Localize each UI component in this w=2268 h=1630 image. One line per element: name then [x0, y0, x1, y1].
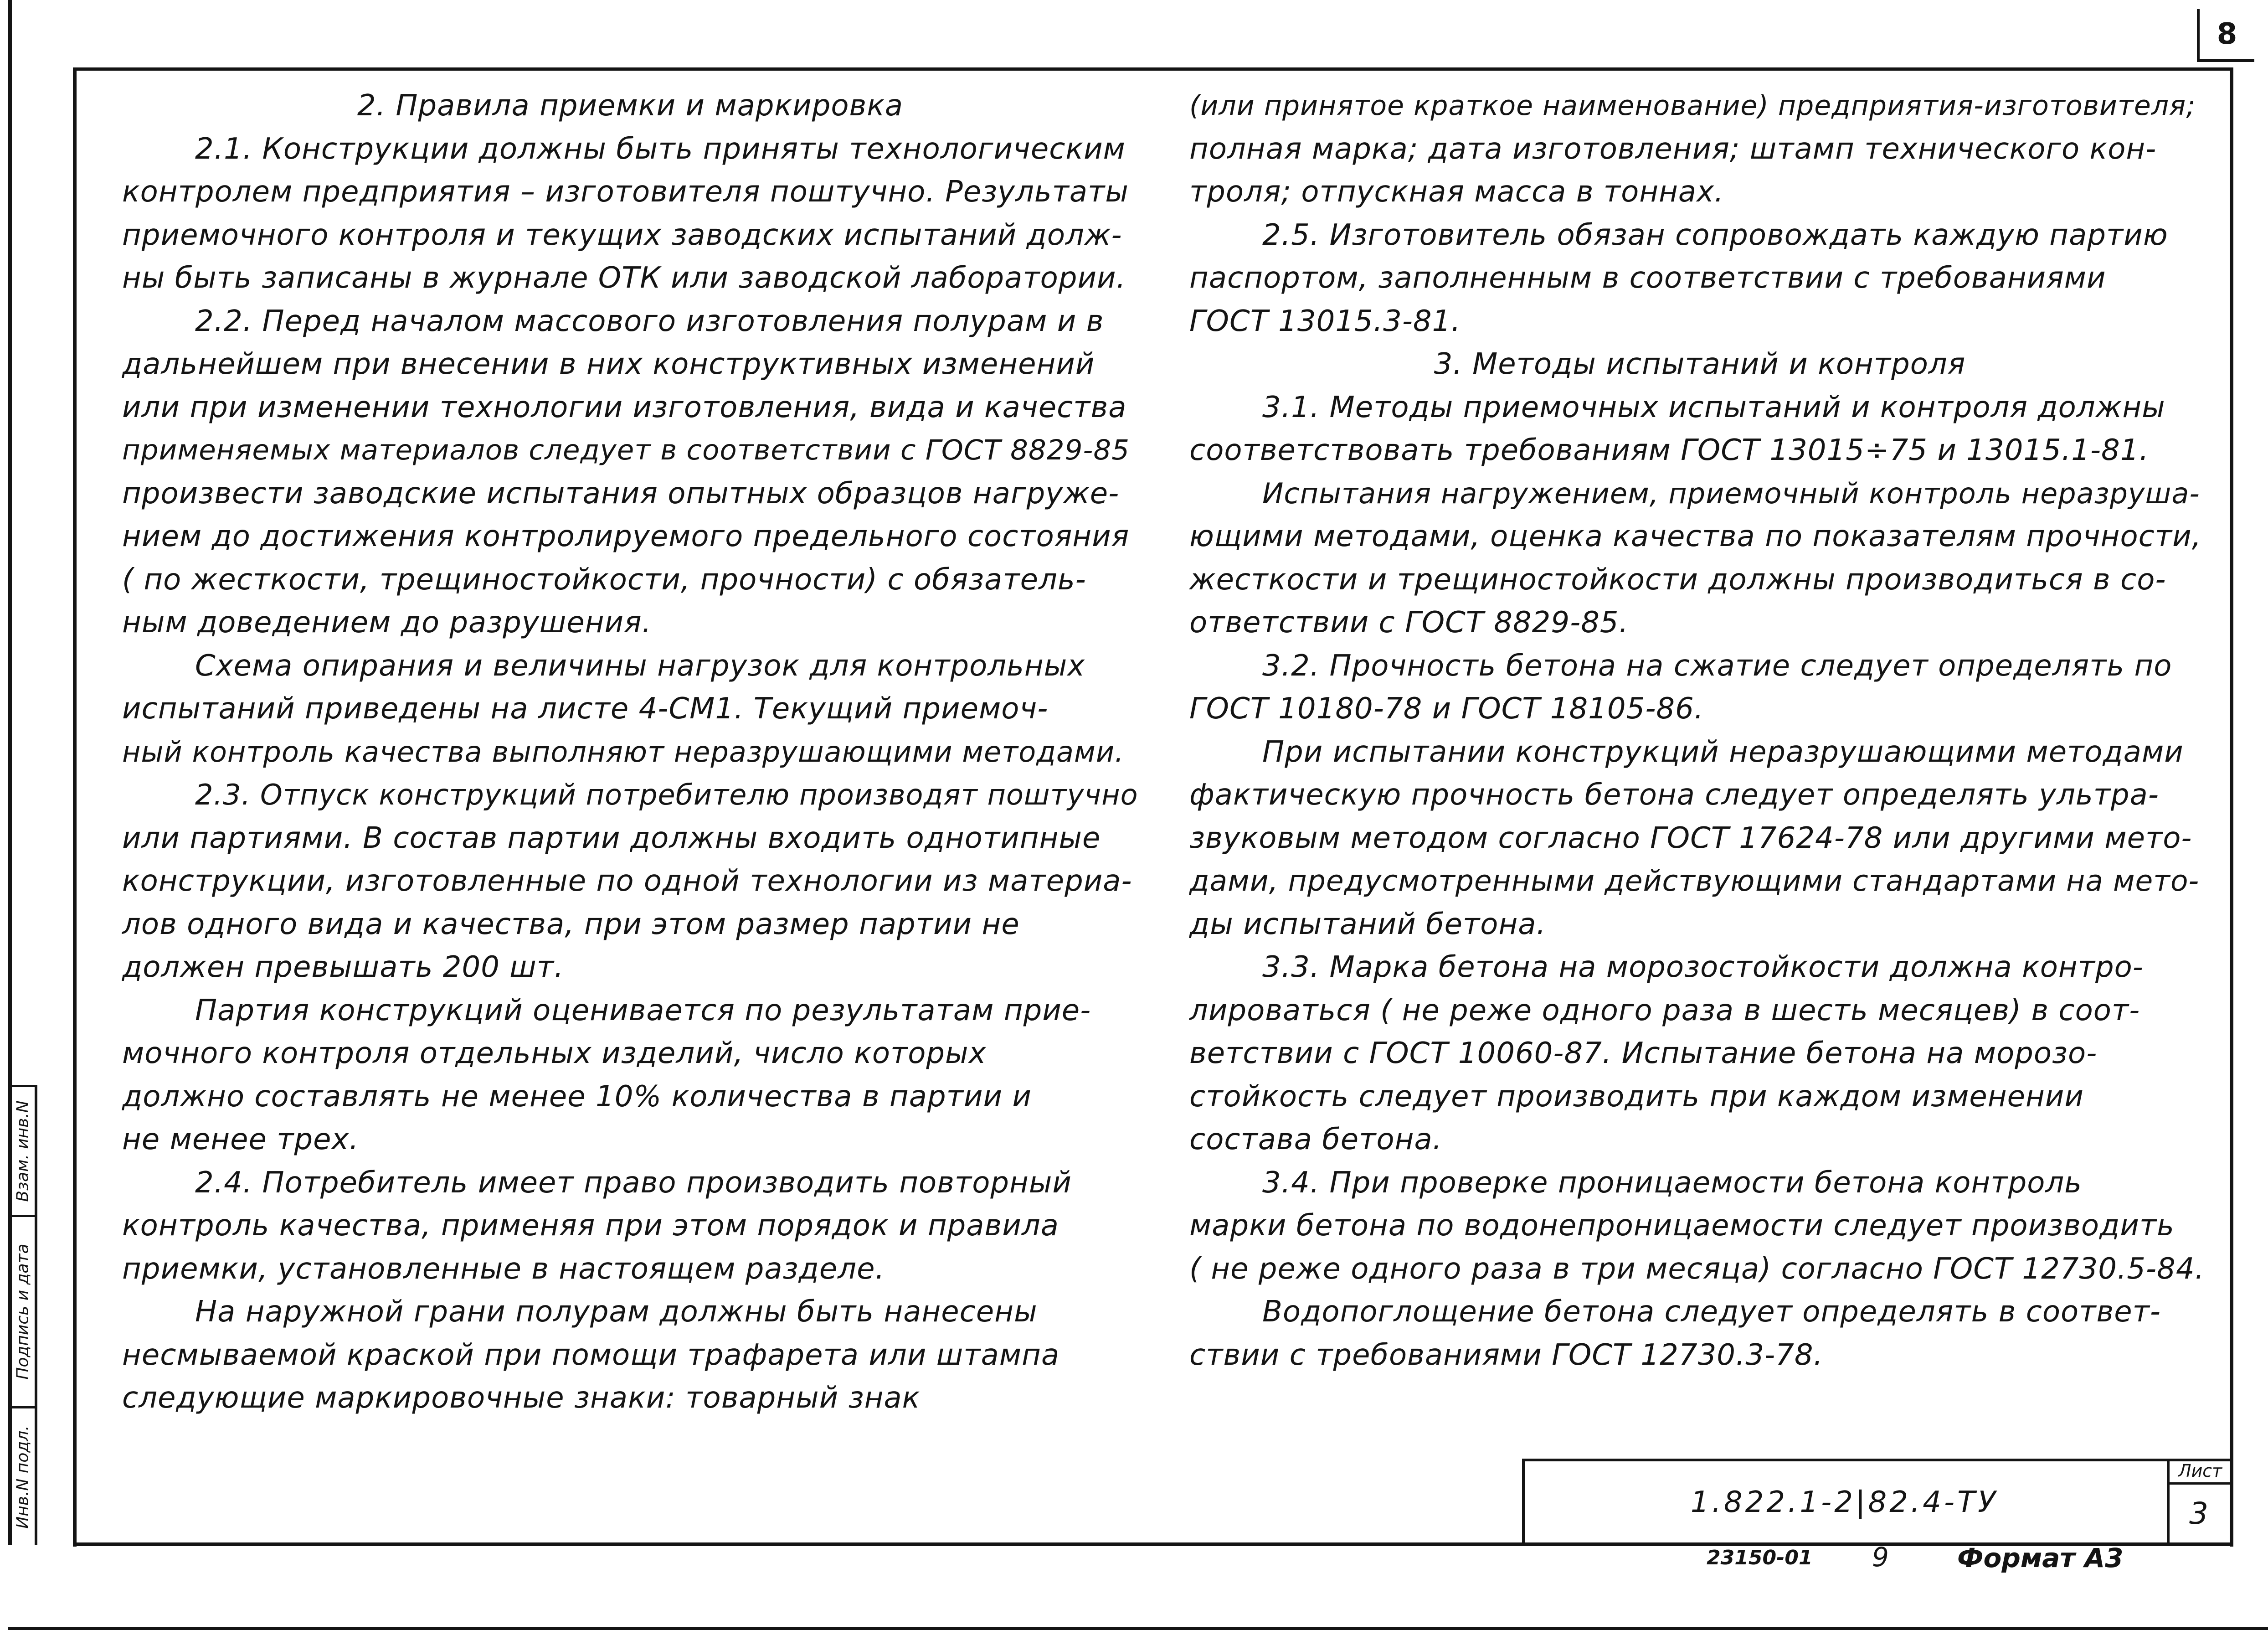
text-line: нием до достижения контролируемого предельного состояния	[122, 520, 1130, 553]
text-line: 3.1. Методы приемочных испытаний и контроля должны	[1262, 390, 2165, 424]
text-line: жесткости и трещиностойкости должны производиться в со-	[1189, 562, 2166, 597]
text-line: фактическую прочность бетона следует определять ультра-	[1189, 778, 2159, 812]
text-line: применяемых материалов следует в соответствии с ГОСТ 8829-85	[122, 434, 1130, 466]
bottom-edge-line	[8, 1627, 2268, 1630]
text-line: или при изменении технологии изготовления, вида и качества	[122, 390, 1127, 424]
text-line: соответствовать требованиям ГОСТ 13015÷75 и 13015.1-81.	[1189, 433, 2149, 467]
text-line: должно составлять не менее 10% количества в партии и	[122, 1079, 1032, 1114]
text-line: Испытания нагружением, приемочный контроль неразруша-	[1262, 476, 2200, 510]
text-line: 2.2. Перед началом массового изготовления полурам и в	[195, 304, 1104, 338]
text-line: ответствии с ГОСТ 8829-85.	[1189, 606, 1629, 640]
format-label: Формат А3	[1957, 1542, 2124, 1573]
sidebar-inv-label: Инв.N подл.	[13, 1425, 32, 1529]
inner-frame-right	[2230, 67, 2233, 1547]
text-line: ветствии с ГОСТ 10060-87. Испытание бетона на морозо-	[1189, 1037, 2098, 1070]
text-line: ГОСТ 13015.3-81.	[1189, 304, 1461, 338]
text-line: ( не реже одного раза в три месяца) согласно ГОСТ 12730.5-84.	[1189, 1252, 2205, 1286]
document-code: 1.822.1-2|82.4-ТУ	[1690, 1486, 1999, 1519]
sidebar-sign-date-label: Подпись и дата	[13, 1243, 32, 1380]
sidebar-inv-cell	[10, 1408, 36, 1545]
text-line: 3.2. Прочность бетона на сжатие следует определять по	[1262, 649, 2172, 683]
text-line: паспортом, заполненным в соответствии с требованиями	[1189, 261, 2106, 295]
sidebar-replace-label: Взам. инв.N	[13, 1100, 32, 1202]
text-line: Партия конструкций оценивается по результатам прие-	[195, 993, 1091, 1027]
text-line: ным доведением до разрушения.	[122, 606, 652, 640]
text-line: ды испытаний бетона.	[1189, 907, 1546, 941]
text-line: ( по жесткости, трещиностойкости, прочности) с обязатель-	[122, 562, 1086, 597]
text-line: испытаний приведены на листе 4-СМ1. Текущий приемоч-	[122, 692, 1049, 726]
text-line: не менее трех.	[122, 1123, 359, 1156]
text-line: дами, предусмотренными действующими стандартами на мето-	[1189, 864, 2200, 898]
text-line: ГОСТ 10180-78 и ГОСТ 18105-86.	[1189, 692, 1704, 726]
text-line: На наружной грани полурам должны быть нанесены	[195, 1295, 1038, 1329]
text-line: контролем предприятия – изготовителя поштучно. Результаты	[122, 175, 1129, 209]
text-line: произвести заводские испытания опытных образцов нагруже-	[122, 476, 1120, 511]
text-line: приемочного контроля и текущих заводских испытаний долж-	[122, 218, 1122, 252]
text-line: 3.4. При проверке проницаемости бетона контроль	[1262, 1166, 2082, 1200]
text-line: лов одного вида и качества, при этом размер партии не	[122, 907, 1020, 941]
text-line: дальнейшем при внесении в них конструктивных изменений	[122, 347, 1095, 381]
text-line: (или принятое краткое наименование) предприятия-изготовителя;	[1189, 90, 2196, 122]
right-text-column	[1189, 84, 2210, 1377]
sheet-number: 3	[2189, 1496, 2208, 1531]
text-line: ствии с требованиями ГОСТ 12730.3-78.	[1189, 1338, 1823, 1372]
text-line: 2.5. Изготовитель обязан сопровождать каждую партию	[1262, 218, 2168, 252]
text-line: полная марка; дата изготовления; штамп технического кон-	[1189, 132, 2157, 166]
text-line: должен превышать 200 шт.	[122, 950, 564, 984]
text-line: состава бетона.	[1189, 1123, 1442, 1156]
left-text-column	[122, 84, 1138, 1420]
sidebar-sign-date-cell	[10, 1217, 36, 1406]
text-line: конструкции, изготовленные по одной технологии из материа-	[122, 864, 1132, 898]
section-heading: 2. Правила приемки и маркировка	[357, 89, 904, 123]
text-line: стойкость следует производить при каждом изменении	[1189, 1079, 2084, 1114]
text-line: 2.4. Потребитель имеет право производить повторный	[195, 1166, 1072, 1200]
sheet-cell-divider	[2167, 1482, 2231, 1485]
text-line: приемки, установленные в настоящем разделе.	[122, 1252, 885, 1286]
text-line: 3.3. Марка бетона на морозостойкости должна контро-	[1262, 950, 2144, 984]
text-line: Водопоглощение бетона следует определять в соответ-	[1262, 1295, 2161, 1329]
text-line: 2.1. Конструкции должны быть приняты технологическим	[195, 132, 1126, 166]
text-line: лироваться ( не реже одного раза в шесть месяцев) в соот-	[1189, 993, 2140, 1027]
inner-frame-left	[73, 67, 77, 1547]
text-line: следующие маркировочные знаки: товарный знак	[122, 1381, 921, 1415]
sheet-label: Лист	[2178, 1461, 2222, 1481]
text-line: звуковым методом согласно ГОСТ 17624-78 или другими мето-	[1189, 821, 2192, 855]
inner-frame-top	[73, 67, 2233, 71]
text-line: 2.3. Отпуск конструкций потребителю производят поштучно	[195, 778, 1138, 811]
text-line: При испытании конструкций неразрушающими методами	[1262, 735, 2184, 769]
text-line: марки бетона по водонепроницаемости следует производить	[1189, 1209, 2175, 1243]
text-line: мочного контроля отдельных изделий, число которых	[122, 1037, 987, 1070]
order-number: 23150-01	[1707, 1546, 1813, 1569]
sidebar-replace-cell	[10, 1087, 36, 1215]
text-line: троля; отпускная масса в тоннах.	[1189, 175, 1724, 209]
text-line: ющими методами, оценка качества по показателям прочности,	[1189, 520, 2202, 553]
text-line: несмываемой краской при помощи трафарета или штампа	[122, 1338, 1060, 1372]
text-line: или партиями. В состав партии должны входить однотипные	[122, 821, 1101, 855]
text-line: ны быть записаны в журнале ОТК или заводской лаборатории.	[122, 261, 1126, 295]
section-heading: 3. Методы испытаний и контроля	[1434, 347, 1966, 381]
page-number: 8	[2197, 9, 2254, 62]
text-line: Схема опирания и величины нагрузок для контрольных	[195, 649, 1085, 683]
copy-number: 9	[1872, 1542, 1889, 1573]
text-line: контроль качества, применяя при этом порядок и правила	[122, 1209, 1059, 1243]
text-line: ный контроль качества выполняют неразрушающими методами.	[122, 735, 1124, 769]
